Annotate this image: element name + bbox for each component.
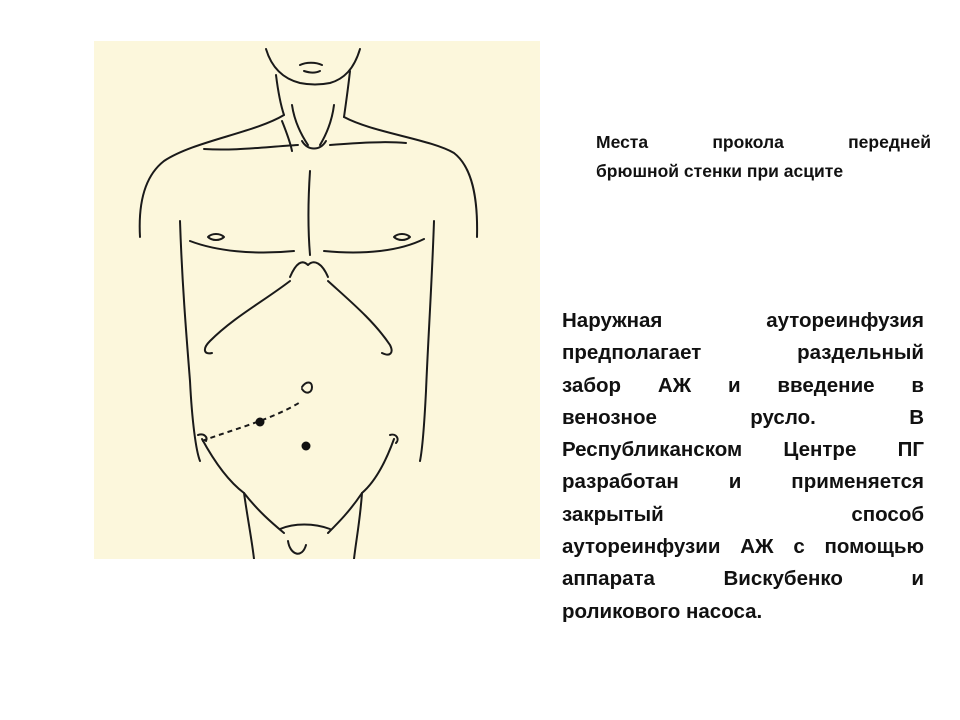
puncture-point-midline [302,442,311,451]
paragraph-line: закрытый способ [562,502,924,526]
paragraph-line: разработан и применяется [562,470,924,494]
paragraph-line: роликового насоса. [562,599,763,623]
figure-caption [596,128,931,186]
paragraph-line: предполагает раздельный [562,341,924,365]
caption-line-2: брюшной стенки при асците [596,161,844,181]
puncture-point-lateral [256,418,265,427]
torso-illustration [94,41,540,559]
caption-line-1: Места прокола передней [596,132,931,152]
paragraph-line: аутореинфузии АЖ с помощью [562,535,924,559]
description-paragraph [562,305,924,628]
paragraph-line: забор АЖ и введение в [562,373,924,397]
paragraph-line: аппарата Вискубенко и [562,567,924,591]
paragraph-line: венозное русло. В [562,405,924,429]
paragraph-line: Наружная аутореинфузия [562,309,924,332]
paragraph-line: Республиканском Центре ПГ [562,438,924,462]
illustration-background [94,41,540,559]
